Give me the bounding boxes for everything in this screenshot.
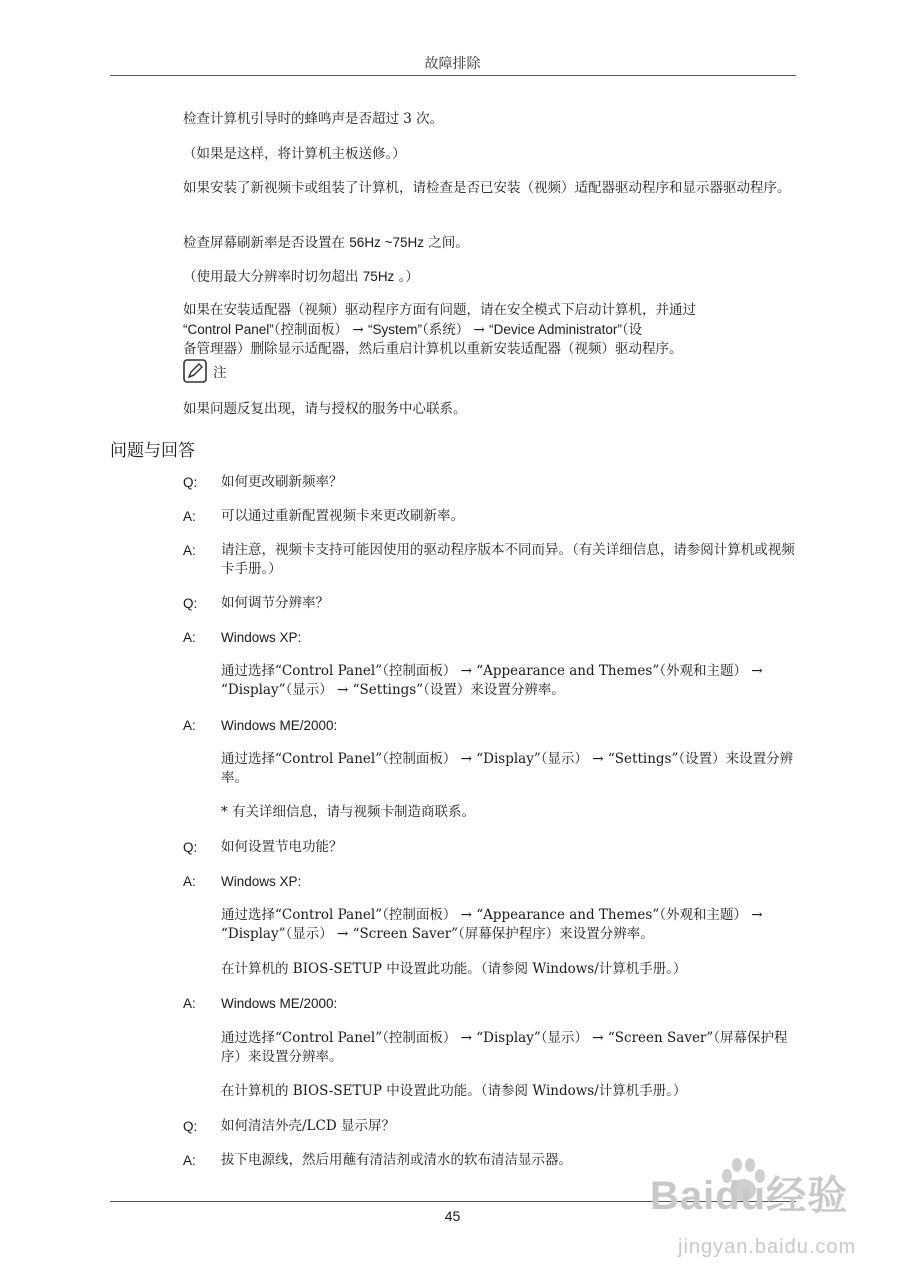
qa-label: Q: bbox=[183, 1119, 198, 1134]
paragraph-refresh-rate bbox=[183, 233, 798, 253]
baidu-watermark bbox=[640, 1152, 900, 1272]
qa-text: 在计算机的 BIOS-SETUP 中设置此功能。（请参阅 Windows/计算机手册。） bbox=[221, 961, 687, 977]
section-title-qa: 问题与回答 bbox=[110, 441, 195, 461]
qa-text: 拔下电源线，然后用蘸有清洁剂或清水的软布清洁显示器。 bbox=[221, 1152, 572, 1168]
qa-text: 可以通过重新配置视频卡来更改刷新率。 bbox=[221, 508, 464, 524]
note-heading bbox=[183, 357, 227, 383]
note-label: 注 bbox=[213, 365, 227, 381]
qa-text: 请注意，视频卡支持可能因使用的驱动程序版本不同而异。（有关详细信息，请参阅计算机或视频卡手册。） bbox=[221, 542, 795, 577]
device-admin-term: “Device Administrator” bbox=[489, 322, 622, 337]
qa-label: A: bbox=[183, 874, 196, 889]
qa-text: 通过选择“Control Panel”（控制面板） → “Display”（显示） → “Settings”（设置）来设置分辨率。 bbox=[221, 751, 794, 786]
page-header-title: 故障排除 bbox=[424, 56, 481, 72]
note-pencil-icon bbox=[183, 359, 207, 383]
max-res-value: 75Hz bbox=[362, 269, 395, 284]
qa-label: Q: bbox=[183, 596, 198, 611]
qa-label: Q: bbox=[183, 840, 198, 855]
watermark-logo-text: Baidu经验 bbox=[650, 1174, 849, 1218]
header-divider bbox=[110, 75, 796, 76]
qa-text: Windows XP: bbox=[221, 630, 302, 645]
qa-text: 如何设置节电功能？ bbox=[221, 839, 343, 855]
control-panel-term: “Control Panel” bbox=[183, 322, 274, 337]
paragraph-max-resolution bbox=[183, 267, 798, 287]
refresh-rate-pre: 检查屏幕刷新率是否设置在 bbox=[183, 235, 350, 251]
qa-text: 通过选择“Control Panel”（控制面板） → “Appearance and Themes”（外观和主题） → “Display”（显示） → “Settings”（设置）来设置分辨率。 bbox=[221, 663, 763, 698]
page-number: 45 bbox=[444, 1208, 461, 1224]
qa-text: 如何清洁外壳/LCD 显示屏？ bbox=[221, 1118, 395, 1134]
paragraph-beep-check: 检查计算机引导时的蜂鸣声是否超过 3 次。 bbox=[183, 111, 444, 127]
paragraph-safe-mode bbox=[183, 301, 798, 359]
qa-label: A: bbox=[183, 630, 196, 645]
qa-text: * 有关详细信息，请与视频卡制造商联系。 bbox=[221, 804, 476, 820]
paragraph-driver-check: 如果安装了新视频卡或组装了计算机，请检查是否已安装（视频）适配器驱动程序和显示器驱动程序。 bbox=[183, 180, 791, 196]
safe-mode-line-2 bbox=[183, 320, 798, 340]
qa-label: A: bbox=[183, 718, 196, 733]
safe-mode-line-3: 备管理器）删除显示适配器，然后重启计算机以重新安装适配器（视频）驱动程序。 bbox=[183, 341, 683, 357]
max-res-pre: （使用最大分辨率时切勿超出 bbox=[183, 269, 363, 285]
qa-label: A: bbox=[183, 996, 196, 1011]
system-cn: （系统） → bbox=[421, 322, 490, 338]
note-text: 如果问题反复出现，请与授权的服务中心联系。 bbox=[183, 401, 467, 417]
qa-text: 在计算机的 BIOS-SETUP 中设置此功能。（请参阅 Windows/计算机手册。） bbox=[221, 1083, 687, 1099]
device-admin-cn: （设 bbox=[621, 322, 643, 338]
qa-label: Q: bbox=[183, 475, 198, 490]
qa-text: Windows XP: bbox=[221, 874, 302, 889]
qa-text: 如何调节分辨率？ bbox=[221, 595, 329, 611]
paragraph-motherboard: （如果是这样，将计算机主板送修。） bbox=[183, 146, 406, 162]
qa-text: Windows ME/2000: bbox=[221, 996, 338, 1011]
safe-mode-line-1: 如果在安装适配器（视频）驱动程序方面有问题，请在安全模式下启动计算机，并通过 bbox=[183, 302, 696, 318]
qa-text: 如何更改刷新频率？ bbox=[221, 474, 343, 490]
qa-label: A: bbox=[183, 509, 196, 524]
system-term: “System” bbox=[367, 322, 422, 337]
control-panel-cn: （控制面板） → bbox=[273, 322, 368, 338]
max-res-post: 。） bbox=[394, 269, 419, 285]
qa-text: Windows ME/2000: bbox=[221, 718, 338, 733]
refresh-rate-range: 56Hz ~75Hz bbox=[349, 235, 424, 250]
qa-text: 通过选择“Control Panel”（控制面板） → “Display”（显示） → “Screen Saver”（屏幕保护程序）来设置分辨率。 bbox=[221, 1030, 788, 1065]
qa-label: A: bbox=[183, 543, 196, 558]
refresh-rate-post: 之间。 bbox=[423, 235, 469, 251]
qa-text: 通过选择“Control Panel”（控制面板） → “Appearance and Themes”（外观和主题） → “Display”（显示） → “Screen Saver”（屏幕保护程序）来设置分辨率。 bbox=[221, 907, 763, 942]
qa-label: A: bbox=[183, 1153, 196, 1168]
watermark-url: jingyan.baidu.com bbox=[678, 1236, 857, 1258]
